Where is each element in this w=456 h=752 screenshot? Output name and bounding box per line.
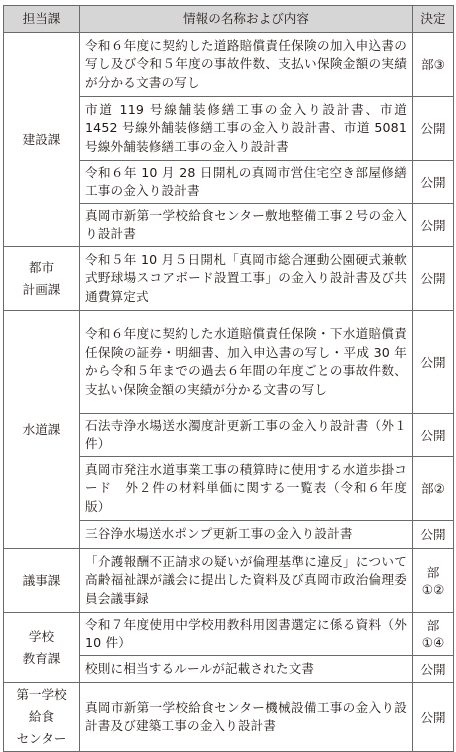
content-cell: 真岡市発注水道事業工事の積算時に使用する水道歩掛コード 外２件の材料単価に関する一覧表（令和６年度版） <box>80 457 413 521</box>
table-row <box>4 311 454 414</box>
content-cell: 石法寺浄水場送水濁度計更新工事の金入り設計書（外１件） <box>80 414 413 457</box>
decision-cell: 公開 <box>413 97 454 161</box>
table-row <box>4 549 454 613</box>
dept-cell-toshikeikaku: 都市 計画課 <box>4 247 80 311</box>
disclosure-table <box>3 5 454 752</box>
content-cell: 校則に相当するルールが記載された文書 <box>80 656 413 683</box>
decision-cell: 公開 <box>413 683 454 752</box>
decision-cell: 公開 <box>413 414 454 457</box>
header-row <box>4 6 454 33</box>
table-row <box>4 33 454 97</box>
decision-cell: 公開 <box>413 311 454 414</box>
content-cell: 「介護報酬不正請求の疑いが倫理基準に違反」について高齢福祉課が議会に提出した資料及び真岡市政治倫理委員会議事録 <box>80 549 413 613</box>
header-content: 情報の名称および内容 <box>80 6 413 33</box>
decision-cell: 公開 <box>413 204 454 247</box>
content-cell: 令和７年度使用中学校用教科用図書選定に係る資料（外 10 件） <box>80 613 413 656</box>
dept-cell-suido: 水道課 <box>4 311 80 549</box>
decision-cell: 公開 <box>413 521 454 549</box>
decision-cell: 部 ①④ <box>413 613 454 656</box>
dept-cell-kyushoku: 第一学校 給食 センター <box>4 683 80 752</box>
content-cell: 三谷浄水場送水ポンプ更新工事の金入り設計書 <box>80 521 413 549</box>
content-cell: 令和６年 10 月 28 日開札の真岡市営住宅空き部屋修繕工事の金入り設計書 <box>80 161 413 204</box>
dept-cell-kensetsu: 建設課 <box>4 33 80 247</box>
table-row <box>4 613 454 656</box>
header-decision: 決定 <box>413 6 454 33</box>
content-cell: 令和５年 10 月５日開札「真岡市総合運動公園硬式兼軟式野球場スコアボード設置工事」の金入り設計書及び共通費算定式 <box>80 247 413 311</box>
content-cell: 真岡市新第一学校給食センター機械設備工事の金入り設計書及び建築工事の金入り設計書 <box>80 683 413 752</box>
decision-cell: 部 ①② <box>413 549 454 613</box>
content-cell: 令和６年度に契約した道路賠償責任保険の加入申込書の写し及び令和５年度の事故件数、支払い保険金額の実績が分かる文書の写し <box>80 33 413 97</box>
decision-cell: 部③ <box>413 33 454 97</box>
decision-cell: 公開 <box>413 247 454 311</box>
content-cell: 市道 119 号線舗装修繕工事の金入り設計書、市道 1452 号線外舗装修繕工事の金入り設計書、市道 5081 号線外舗装修繕工事の金入り設計書 <box>80 97 413 161</box>
table-row <box>4 247 454 311</box>
content-cell: 令和６年度に契約した水道賠償責任保険・下水道賠償責任保険の証券・明細書、加入申込書の写し・平成 30 年から令和５年までの過去６年間の年度ごとの事故件数、支払い保険金額の実績が分かる文書の写し <box>80 311 413 414</box>
content-cell: 真岡市新第一学校給食センター敷地整備工事２号の金入り設計書 <box>80 204 413 247</box>
header-dept: 担当課 <box>4 6 80 33</box>
table-row <box>4 683 454 752</box>
decision-cell: 公開 <box>413 161 454 204</box>
decision-cell: 公開 <box>413 656 454 683</box>
dept-cell-gakko: 学校 教育課 <box>4 613 80 683</box>
dept-cell-giji: 議事課 <box>4 549 80 613</box>
decision-cell: 部② <box>413 457 454 521</box>
